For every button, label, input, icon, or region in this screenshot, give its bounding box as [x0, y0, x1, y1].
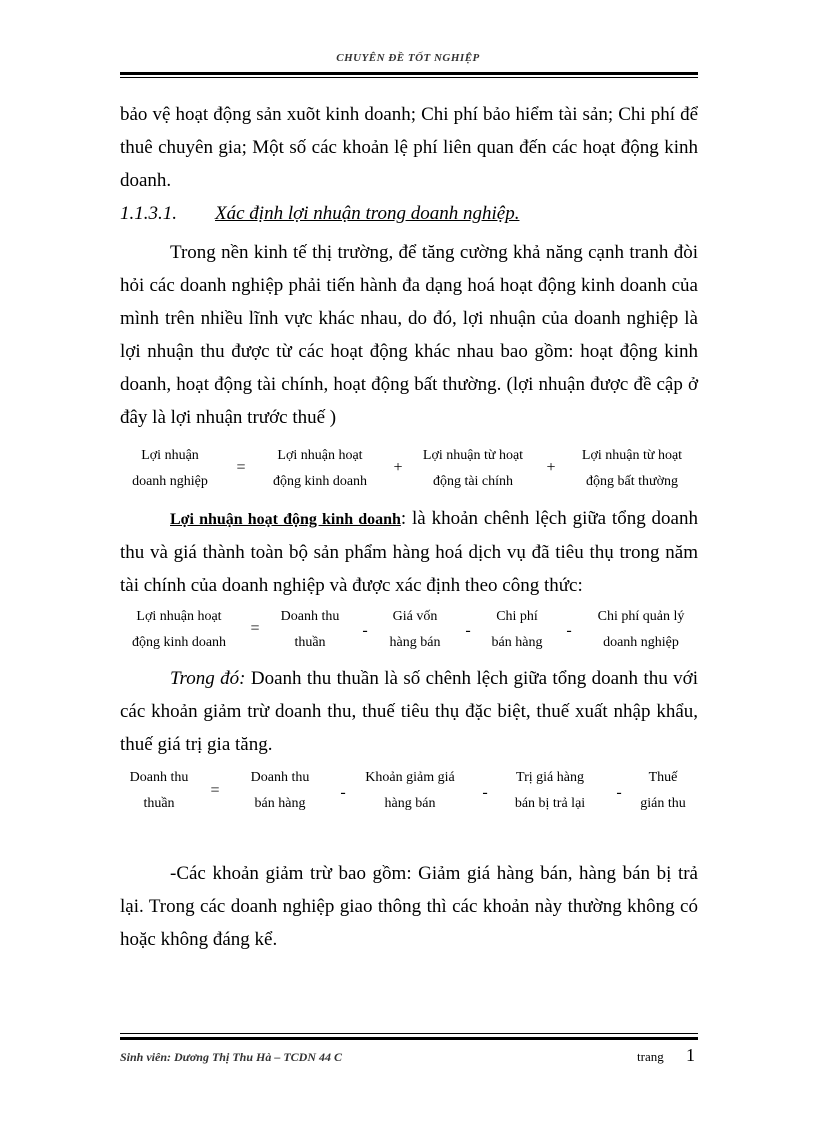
- formula-operator: +: [546, 459, 556, 476]
- footer-rule-thin: [120, 1033, 698, 1034]
- formula-operator: =: [236, 459, 246, 476]
- formula-term: Lợi nhuận từ hoạt động bất thường: [581, 448, 683, 489]
- paragraph-text: : là khoản chênh lệch giữa tổng doanh thu và giá thành toàn bộ sản phẩm hàng hoá dịch vụ đã tiêu thụ trong năm tài chính của doanh nghiệp và được xác định theo công thức:: [120, 508, 698, 596]
- section-number: 1.1.3.1.: [120, 203, 177, 224]
- header-rule: [120, 72, 698, 75]
- paragraph-text: bảo vệ hoạt động sản xuõt kinh doanh; Chi phí bảo hiểm tài sản; Chi phí để thuê chuyên gia; Một số các khoản lệ phí liên quan đến các hoạt động kinh doanh.: [120, 104, 698, 191]
- formula-term: Chi phí quản lý doanh nghiệp: [597, 609, 685, 650]
- formula-term: Doanh thu thuần: [280, 609, 340, 650]
- formula-term: Doanh thu thuần: [129, 770, 189, 811]
- paragraph: [120, 236, 698, 434]
- formula-term: Lợi nhuận doanh nghiệp: [132, 448, 208, 489]
- paragraph: [120, 662, 698, 761]
- formula-term: Giá vốn hàng bán: [389, 609, 441, 650]
- formula-term: Trị giá hàng bán bị trả lại: [514, 770, 586, 811]
- formula-term: Lợi nhuận từ hoạt động tài chính: [422, 448, 524, 489]
- footer-page-label: trang: [637, 1049, 664, 1064]
- formula-operator: =: [250, 620, 260, 637]
- footer-author: Sinh viên: Dương Thị Thu Hà – TCDN 44 C: [120, 1050, 342, 1064]
- formula-term: Lợi nhuận hoạt động kinh doanh: [272, 448, 368, 489]
- formula-term: Lợi nhuận hoạt động kinh doanh: [131, 609, 227, 650]
- paragraph-lead: Lợi nhuận hoạt động kinh doanh: [170, 511, 401, 528]
- paragraph-lead: Trong đó:: [170, 668, 246, 689]
- paragraph-text: Trong nền kinh tế thị trường, để tăng cường khả năng cạnh tranh đòi hỏi các doanh nghiệp phải tiến hành đa dạng hoá hoạt động kinh doanh của mình trên nhiều lĩnh vực khác nhau, do đó, lợi nhuận của doanh nghiệp là lợi nhuận thu được từ các hoạt động khác nhau bao gồm: hoạt động kinh doanh, hoạt động tài chính, hoạt động bất thường. (lợi nhuận được đề cập ở đây là lợi nhuận trước thuế ): [120, 242, 698, 428]
- formula-operator: +: [393, 459, 403, 476]
- formula-operator: -: [616, 784, 622, 801]
- page-number: 1: [686, 1045, 695, 1065]
- footer-rule: [120, 1037, 698, 1040]
- formula-operator: -: [566, 622, 572, 639]
- paragraph-text: Doanh thu thuần là số chênh lệch giữa tổng doanh thu với các khoản giảm trừ doanh thu, thuế tiêu thụ đặc biệt, thuế xuất nhập khẩu, thuế giá trị gia tăng.: [120, 668, 698, 755]
- formula-term: Khoản giảm giá hàng bán: [365, 770, 455, 811]
- page-header-title: CHUYÊN ĐỀ TỐT NGHIỆP: [336, 52, 480, 64]
- section-title: Xác định lợi nhuận trong doanh nghiệp.: [215, 203, 520, 224]
- section-heading: [120, 203, 519, 225]
- formula-operator: -: [362, 622, 368, 639]
- paragraph: [120, 502, 698, 602]
- header-rule-thin: [120, 77, 698, 78]
- formula-term: Doanh thu bán hàng: [250, 770, 310, 811]
- formula-operator: -: [482, 784, 488, 801]
- paragraph-text: -Các khoản giảm trừ bao gồm: Giảm giá hàng bán, hàng bán bị trả lại. Trong các doanh nghiệp giao thông thì các khoản này thường không có hoặc không đáng kể.: [120, 863, 698, 950]
- formula-operator: -: [465, 622, 471, 639]
- paragraph: [120, 857, 698, 956]
- formula-term: Thuế gián thu: [640, 770, 686, 811]
- formula-term: Chi phí bán hàng: [491, 609, 543, 650]
- formula-operator: -: [340, 784, 346, 801]
- formula-operator: =: [210, 782, 220, 799]
- paragraph: [120, 98, 698, 197]
